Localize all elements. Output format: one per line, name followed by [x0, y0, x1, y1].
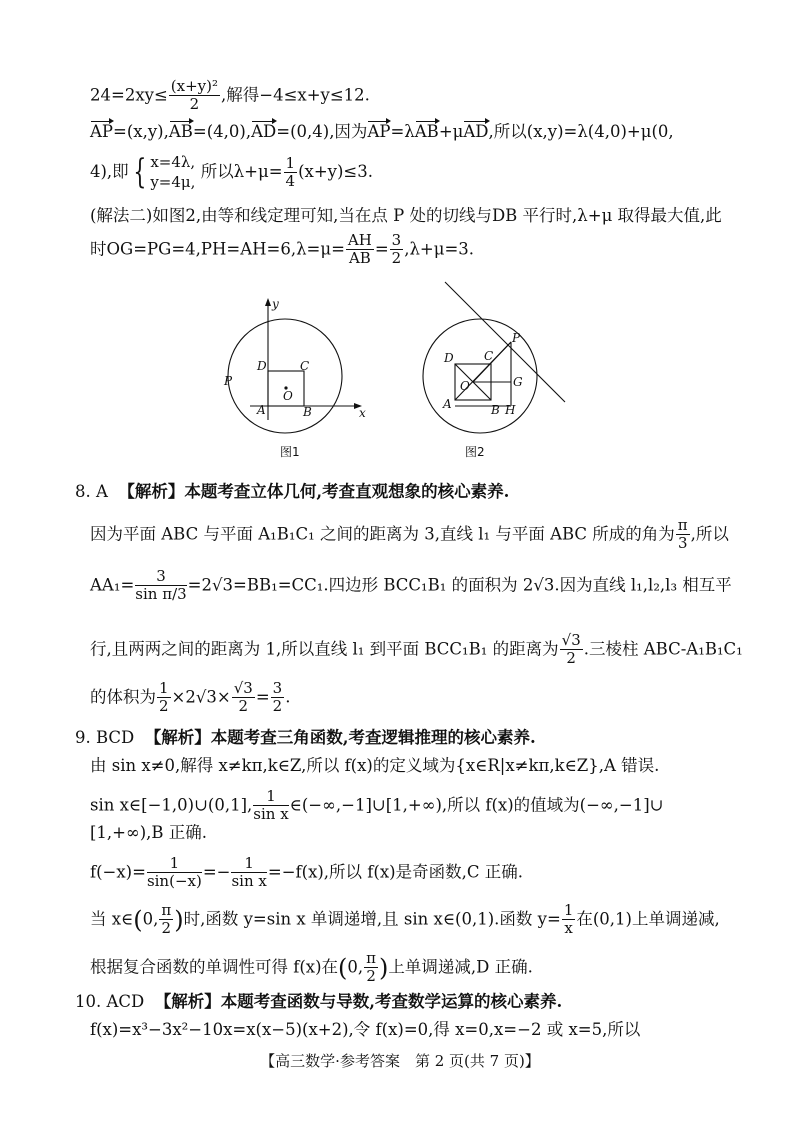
label-d: D	[257, 359, 267, 373]
label-h: H	[505, 403, 516, 417]
fraction: $\frac{1}{x}$	[563, 901, 574, 938]
fraction: $\frac{3}{\text{sin π/3}}$	[135, 567, 187, 604]
figure-2	[415, 280, 600, 465]
vector-ab: AB	[168, 122, 193, 141]
q8-header: 8. A 【解析】本题考查立体几何,考查直观想象的核心素养.	[75, 482, 510, 501]
figure-1	[220, 296, 380, 461]
caption: 图1	[280, 445, 300, 459]
label-b: B	[303, 405, 312, 419]
fraction: $\frac{\pi}{2}$	[366, 949, 377, 986]
q9-line-4: f(−x)= $\frac{1}{\sin(-x)}$ =− $\frac{1}{\text{sin x}}$ =−f(x),所以 f(x)是奇函数,C 正确.	[90, 854, 523, 891]
line-p1-5: 时OG=PG=4,PH=AH=6,λ=μ= $\frac{AH}{AB}$ = $\frac{3}{2}$ ,λ+μ=3.	[90, 231, 475, 268]
fraction: $\frac{1}{2}$	[159, 679, 169, 716]
q9-line-1: 由 sin x≠0,解得 x≠kπ,k∈Z,所以 f(x)的定义域为{x∈R|x≠kπ,k∈Z},A 错误.	[90, 756, 660, 775]
caption: 图2	[465, 445, 485, 459]
vector-ap: AP	[367, 122, 391, 141]
label-p: P	[512, 331, 521, 345]
circle	[228, 319, 342, 433]
label-a: A	[257, 403, 266, 417]
fraction: $\frac{\text{(x+y)²}}{2}$	[170, 77, 219, 114]
fraction: $\frac{1}{\sin(-x)}$	[146, 854, 202, 891]
equation-system: x=4λ, y=4μ,	[150, 153, 196, 192]
label-y: y	[272, 297, 279, 311]
q9-line-6: 根据复合函数的单调性可得 f(x)在(0, $\frac{\pi}{2}$ )上单调递减,D 正确.	[90, 949, 533, 986]
line-p1-2: AP=(x,y),AB=(4,0),AD=(0,4),因为AP=λAB+μAD,所以(x,y)=λ(4,0)+μ(0,	[90, 122, 674, 141]
label-c: C	[484, 349, 494, 363]
fraction: $\frac{√3}{2}$	[233, 679, 253, 716]
fraction: $\frac{\pi}{3}$	[677, 516, 688, 553]
vector-ad: AD	[463, 122, 489, 141]
q9-header: 9. BCD 【解析】本题考查三角函数,考查逻辑推理的核心素养.	[75, 728, 536, 747]
vector-ad: AD	[251, 122, 277, 141]
fraction: $\frac{AH}{AB}$	[347, 231, 372, 268]
q10-line-1: f(x)=x³−3x²−10x=x(x−5)(x+2),令 f(x)=0,得 x=0,x=−2 或 x=5,所以	[90, 1020, 641, 1039]
q10-header: 10. ACD 【解析】本题考查函数与导数,考查数学运算的核心素养.	[75, 992, 563, 1011]
page-footer: 【高三数学·参考答案 第 2 页(共 7 页)】	[260, 1052, 540, 1070]
line-p1-1: 24=2xy≤ $\frac{\text{(x+y)²}}{2}$ ,解得−4≤x+y≤12.	[90, 77, 370, 114]
label-p: P	[224, 374, 233, 388]
label-o: O	[283, 389, 293, 403]
fraction: $\frac{3}{2}$	[391, 231, 402, 268]
fraction: $\frac{1}{\text{sin x}}$	[253, 787, 289, 824]
label-c: C	[300, 359, 310, 373]
q9-line-2: sin x∈[−1,0)∪(0,1], $\frac{1}{\text{sin x}}$ ∈(−∞,−1]∪[1,+∞),所以 f(x)的值域为(−∞,−1]∪	[90, 787, 664, 824]
q8-line-1: 因为平面 ABC 与平面 A₁B₁C₁ 之间的距离为 3,直线 l₁ 与平面 ABC 所成的角为 $\frac{\pi}{3}$ ,所以	[90, 516, 729, 553]
vector-ab: AB	[414, 122, 439, 141]
q9-line-3: [1,+∞),B 正确.	[90, 823, 208, 842]
line-p1-3: 4),即 { x=4λ, y=4μ, 所以λ+μ= $\frac{1}{4}$ (x+y)≤3.	[90, 152, 373, 193]
label-x: x	[359, 406, 366, 420]
label-o: O	[460, 379, 470, 393]
label-g: G	[513, 375, 523, 389]
fraction: $\frac{\pi}{2}$	[161, 901, 172, 938]
label-a: A	[443, 397, 452, 411]
q8-line-3: 行,且两两之间的距离为 1,所以直线 l₁ 到平面 BCC₁B₁ 的距离为 $\frac{√3}{2}$ .三棱柱 ABC-A₁B₁C₁	[90, 631, 743, 668]
line-p1-4: (解法二)如图2,由等和线定理可知,当在点 P 处的切线与DB 平行时,λ+μ 取得最大值,此	[90, 206, 722, 225]
q8-line-2: AA₁= $\frac{3}{\text{sin π/3}}$ =2√3=BB₁=CC₁.四边形 BCC₁B₁ 的面积为 2√3.因为直线 l₁,l₂,l₃ 相互平	[90, 567, 732, 604]
fraction: $\frac{3}{2}$	[272, 679, 283, 716]
q8-line-4: 的体积为 $\frac{1}{2}$ ×2√3× $\frac{√3}{2}$ = $\frac{3}{2}$ .	[90, 679, 291, 716]
fraction: $\frac{1}{\text{sin x}}$	[231, 854, 267, 891]
fraction: $\frac{√3}{2}$	[561, 631, 581, 668]
vector-ap: AP	[90, 122, 114, 141]
fraction: $\frac{1}{4}$	[285, 153, 296, 190]
q9-line-5: 当 x∈(0, $\frac{\pi}{2}$ )时,函数 y=sin x 单调递增,且 sin x∈(0,1).函数 y= $\frac{1}{x}$ 在(0,1)上单调递减,	[90, 901, 720, 938]
label-b: B	[491, 403, 500, 417]
y-arrow-icon	[265, 298, 271, 306]
label-d: D	[444, 351, 454, 365]
